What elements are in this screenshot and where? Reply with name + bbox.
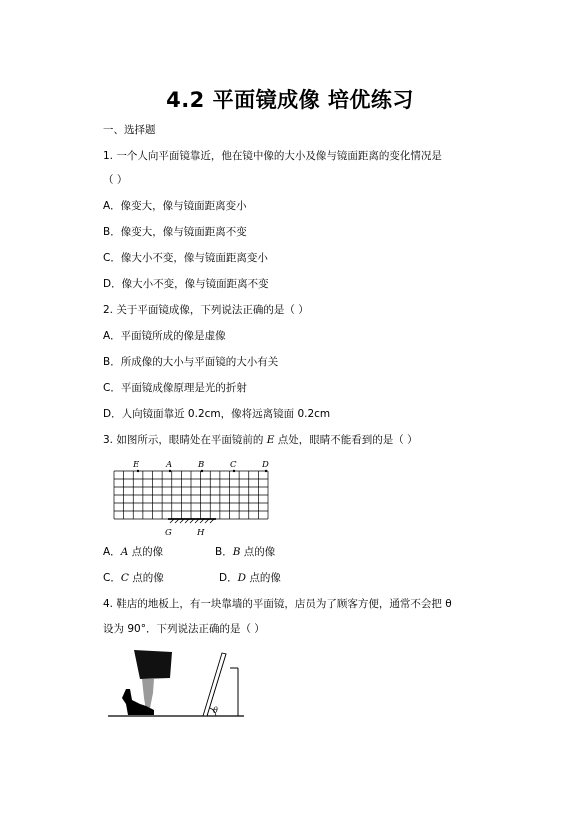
q3-option-b-text: 点的像 <box>240 546 276 558</box>
question-3-stem <box>103 433 418 447</box>
shoe-mirror-figure <box>106 648 246 722</box>
question-3-var-e: E <box>266 434 275 446</box>
point-c <box>233 470 235 472</box>
label-g: G <box>165 528 172 538</box>
q2-option-a: A．平面镜所成的像是虚像 <box>103 330 226 342</box>
q3-option-d <box>219 571 281 585</box>
q2-option-b: B．所成像的大小与平面镜的大小有关 <box>103 356 279 368</box>
question-3-number: 3. <box>103 434 114 446</box>
question-4-number: 4. <box>103 598 114 610</box>
q3-option-a <box>103 545 163 559</box>
q1-option-d: D．像大小不变，像与镜面距离不变 <box>103 278 269 290</box>
q2-option-d: D．人向镜面靠近 0.2cm，像将远离镜面 0.2cm <box>103 408 331 420</box>
q3-option-b <box>215 545 275 559</box>
question-4-stem-cont: 设为 90°．下列说法正确的是（ ） <box>103 623 265 635</box>
q3-option-d-var: D <box>237 572 247 584</box>
question-1-number: 1. <box>103 150 114 162</box>
question-4-stem <box>103 597 452 611</box>
label-e: E <box>133 460 140 470</box>
mirror-grid-svg <box>108 456 278 538</box>
question-4-text: 鞋店的地板上，有一块靠墙的平面镜，店员为了顾客方便，通常不会把 θ <box>116 598 452 610</box>
q3-option-a-var: A <box>120 546 129 558</box>
shoe-mirror-svg <box>106 648 246 722</box>
label-c: C <box>230 460 237 470</box>
mirror-grid-figure <box>108 456 278 538</box>
question-2-text: 关于平面镜成像，下列说法正确的是（ ） <box>116 304 309 316</box>
point-e <box>137 470 139 472</box>
question-2-number: 2. <box>103 304 114 316</box>
q1-option-a: A．像变大，像与镜面距离变小 <box>103 200 247 212</box>
q1-option-c: C．像大小不变，像与镜面距离变小 <box>103 252 268 264</box>
q1-option-b: B．像变大，像与镜面距离不变 <box>103 226 247 238</box>
q3-option-d-text: 点的像 <box>246 572 281 584</box>
q3-option-a-text: 点的像 <box>128 546 164 558</box>
q3-option-b-var: B <box>232 546 241 558</box>
q3-option-c-letter: C． <box>103 572 121 584</box>
angle-theta-label: θ <box>213 706 218 715</box>
question-1-stem-cont: （ ） <box>103 174 128 186</box>
question-3-text-post: 点处，眼睛不能看到的是（ ） <box>274 434 418 446</box>
skirt-shape <box>134 650 172 679</box>
q3-option-d-letter: D． <box>219 572 238 584</box>
label-a: A <box>166 460 173 470</box>
q2-option-c: C．平面镜成像原理是光的折射 <box>103 382 247 394</box>
q3-option-c-text: 点的像 <box>128 572 164 584</box>
q3-option-c-var: C <box>120 572 129 584</box>
point-a <box>169 470 171 472</box>
label-d: D <box>262 460 269 470</box>
point-b <box>201 470 203 472</box>
question-1-stem <box>103 149 442 163</box>
label-h: H <box>197 528 205 538</box>
q3-option-b-letter: B． <box>215 546 233 558</box>
label-b: B <box>198 460 205 470</box>
point-d <box>265 470 267 472</box>
q3-option-a-letter: A． <box>103 546 121 558</box>
question-2-stem <box>103 303 309 317</box>
question-3-text-pre: 如图所示，眼睛处在平面镜前的 <box>116 434 267 446</box>
page-title: 4.2 平面镜成像 培优练习 <box>166 88 414 112</box>
question-1-text: 一个人向平面镜靠近，他在镜中像的大小及像与镜面距离的变化情况是 <box>116 150 442 162</box>
q3-option-c <box>103 571 164 585</box>
section-heading: 一、选择题 <box>103 124 156 136</box>
